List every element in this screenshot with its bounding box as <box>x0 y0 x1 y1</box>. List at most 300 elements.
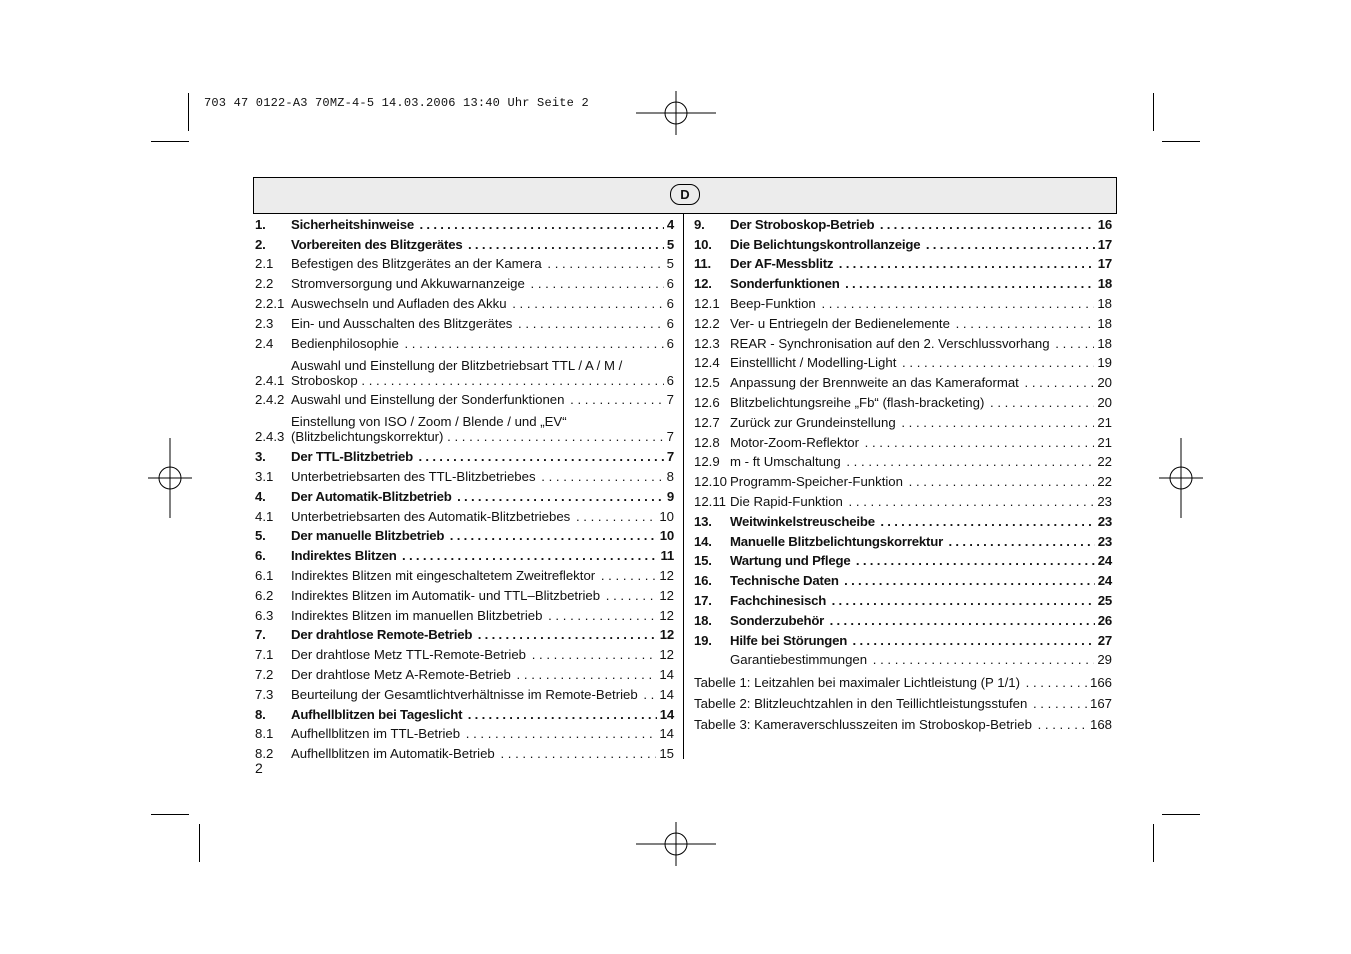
toc-entry-number: 12.6 <box>694 394 720 410</box>
toc-entry <box>694 474 1112 490</box>
toc-row <box>694 371 1112 391</box>
toc-entry-number: 9. <box>694 216 705 232</box>
toc-entry-number: 12.11 <box>694 493 727 509</box>
toc-entry <box>694 696 1112 712</box>
toc-entry <box>255 627 674 643</box>
toc-entry-title: Aufhellblitzen im TTL-Betrieb <box>291 726 461 742</box>
toc-entry-title: Blitzbelichtungsreihe „Fb“ (flash-bracketing) <box>730 394 985 410</box>
toc-entry <box>255 256 674 272</box>
toc-entry <box>694 454 1112 470</box>
toc-entry-title: Indirektes Blitzen im Automatik- und TTL–Blitzbetrieb <box>291 587 601 603</box>
toc-entry <box>255 469 674 485</box>
toc-entry-title-wrap <box>291 316 664 332</box>
toc-entry-number: 12. <box>694 276 712 292</box>
toc-entry-title-wrap <box>730 276 1095 292</box>
toc-row <box>255 525 674 545</box>
toc-entry-title-wrap <box>291 414 664 445</box>
toc-entry-title-wrap <box>730 237 1095 253</box>
toc-row <box>255 624 674 644</box>
toc-entry-number: 7. <box>255 627 266 643</box>
toc-entry <box>694 652 1112 668</box>
toc-entry-number: 2. <box>255 236 266 252</box>
toc-left-column <box>255 213 674 762</box>
toc-entry-title: REAR - Synchronisation auf den 2. Verschlussvorhang <box>730 335 1050 351</box>
toc-entry-number: 12.10 <box>694 474 728 490</box>
toc-entry-title: Motor-Zoom-Reflektor <box>730 434 859 450</box>
toc-entry-page: 26 <box>1097 612 1112 628</box>
toc-entry-title-wrap <box>291 256 664 272</box>
toc-entry <box>255 296 674 312</box>
toc-entry-title-wrap <box>730 494 1094 510</box>
toc-entry-page: 17 <box>1097 236 1112 252</box>
toc-entry-title: Weitwinkelstreuscheibe <box>730 513 875 529</box>
toc-entry-title-wrap <box>730 573 1095 589</box>
toc-row <box>255 445 674 465</box>
toc-entry-title: Tabelle 2: Blitzleuchtzahlen in den Teillichtleistungsstufen <box>694 696 1028 712</box>
toc-row <box>255 389 674 409</box>
toc-entry-number: 12.4 <box>694 355 720 371</box>
toc-entry <box>255 548 674 564</box>
toc-entry-title-wrap <box>730 435 1094 451</box>
toc-entry-title-wrap <box>730 336 1094 352</box>
toc-row <box>255 213 674 233</box>
toc-row <box>694 352 1112 372</box>
toc-entry-title-wrap <box>291 528 657 544</box>
toc-entry-title-wrap <box>730 534 1095 550</box>
toc-entry-page: 20 <box>1097 394 1112 410</box>
toc-entry-number: 12.5 <box>694 375 720 391</box>
toc-entry-title-wrap <box>730 355 1094 371</box>
toc-row <box>255 643 674 663</box>
toc-entry-number: 2.3 <box>255 315 274 331</box>
toc-entry <box>255 588 674 604</box>
toc-entry-title-line1: Einstellung von ISO / Zoom / Blende / und „EV“ <box>291 414 567 430</box>
toc-entry-title-wrap <box>291 568 656 584</box>
toc-entry-title-wrap <box>291 667 656 683</box>
toc-entry-number: 8.2 <box>255 746 274 762</box>
toc-entry-title-wrap <box>291 687 656 703</box>
toc-entry <box>694 534 1112 550</box>
toc-entry-title: Manuelle Blitzbelichtungskorrektur <box>730 533 944 549</box>
toc-entry-number: 12.9 <box>694 454 720 470</box>
toc-entry-page: 167 <box>1089 696 1112 712</box>
toc-entry-number: 2.1 <box>255 256 274 272</box>
toc-entry-page: 6 <box>666 335 674 351</box>
toc-entry-page: 16 <box>1097 216 1112 232</box>
toc-entry <box>694 593 1112 609</box>
toc-entry-title-wrap <box>291 237 664 253</box>
toc-row <box>255 723 674 743</box>
printer-slug-line: 703 47 0122-A3 70MZ-4-5 14.03.2006 13:40 Uhr Seite 2 <box>204 96 589 110</box>
toc-entry-number: 2.4 <box>255 335 274 351</box>
toc-entry <box>255 358 674 389</box>
toc-entry-number: 7.2 <box>255 666 274 682</box>
toc-entry <box>255 746 674 762</box>
toc-entry-number: 8.1 <box>255 726 274 742</box>
toc-row <box>694 712 1112 733</box>
toc-entry-page: 14 <box>659 726 674 742</box>
toc-entry-number: 12.3 <box>694 335 720 351</box>
toc-entry-title-wrap <box>694 717 1087 733</box>
toc-entry-page: 12 <box>659 627 674 643</box>
toc-entry-title: Ver- u Entriegeln der Bedienelemente <box>730 315 950 331</box>
toc-entry-title-wrap <box>730 593 1095 609</box>
toc-row <box>255 332 674 352</box>
crop-mark <box>1162 814 1200 815</box>
toc-entry-number: 3.1 <box>255 468 274 484</box>
toc-entry <box>255 392 674 408</box>
toc-entry-title: Tabelle 3: Kameraverschlusszeiten im Stroboskop-Betrieb <box>694 717 1032 733</box>
toc-entry-title-wrap <box>291 336 664 352</box>
toc-entry-page: 18 <box>1097 276 1112 292</box>
toc-entry-title: Einstelllicht / Modelling-Light <box>730 355 897 371</box>
toc-entry-title-wrap <box>730 395 1094 411</box>
page-number: 2 <box>255 760 263 776</box>
toc-entry <box>255 647 674 663</box>
toc-entry-title-wrap <box>730 256 1095 272</box>
toc-row <box>694 530 1112 550</box>
toc-entry <box>255 528 674 544</box>
toc-entry-number: 8. <box>255 706 266 722</box>
toc-entry-title: Die Belichtungskontrollanzeige <box>730 236 921 252</box>
toc-entry-title: Der Automatik-Blitzbetrieb <box>291 488 452 504</box>
toc-entry-number: 14. <box>694 533 712 549</box>
registration-mark-left-icon <box>130 438 210 518</box>
toc-row <box>694 213 1112 233</box>
toc-entry-number: 3. <box>255 449 266 465</box>
toc-entry <box>694 415 1112 431</box>
crop-mark <box>151 141 189 142</box>
toc-entry-title: Die Rapid-Funktion <box>730 493 843 509</box>
toc-row <box>694 569 1112 589</box>
toc-entry <box>694 633 1112 649</box>
toc-entry-title: Der Stroboskop-Betrieb <box>730 216 875 232</box>
toc-entry-number: 12.2 <box>694 315 720 331</box>
toc-row <box>694 451 1112 471</box>
toc-entry-title-wrap <box>730 454 1094 470</box>
toc-row <box>255 312 674 332</box>
toc-entry-page: 25 <box>1097 592 1112 608</box>
toc-entry-number: 17. <box>694 592 712 608</box>
toc-entry-page: 14 <box>659 686 674 702</box>
toc-row <box>694 312 1112 332</box>
toc-entry-title-wrap <box>291 548 657 564</box>
toc-row <box>255 564 674 584</box>
toc-entry-title: Stromversorgung und Akkuwarnanzeige <box>291 276 525 292</box>
toc-entry-number: 1. <box>255 216 266 232</box>
toc-row <box>694 510 1112 530</box>
toc-row <box>694 292 1112 312</box>
toc-entry-page: 7 <box>666 449 674 465</box>
toc-entry-number: 18. <box>694 612 712 628</box>
toc-entry-title-wrap <box>730 514 1095 530</box>
toc-entry-page: 10 <box>659 528 674 544</box>
toc-entry-title-wrap <box>730 375 1094 391</box>
toc-row <box>694 233 1112 253</box>
toc-entry-number: 12.1 <box>694 295 720 311</box>
toc-entry-number: 13. <box>694 513 712 529</box>
toc-entry-title: Aufhellblitzen bei Tageslicht <box>291 706 463 722</box>
toc-entry-title: Der drahtlose Remote-Betrieb <box>291 627 473 643</box>
toc-entry-page: 23 <box>1097 493 1112 509</box>
crop-mark <box>1153 93 1154 131</box>
toc-entry-title: Unterbetriebsarten des TTL-Blitzbetriebes <box>291 468 536 484</box>
toc-entry <box>255 726 674 742</box>
toc-entry-page: 10 <box>659 508 674 524</box>
toc-row <box>255 465 674 485</box>
toc-entry <box>255 509 674 525</box>
registration-mark-top-icon <box>636 73 716 153</box>
toc-entry-title-wrap <box>291 627 657 643</box>
toc-row <box>255 505 674 525</box>
toc-row <box>255 292 674 312</box>
toc-entry-page: 14 <box>659 666 674 682</box>
toc-entry <box>694 553 1112 569</box>
toc-entry <box>694 717 1112 733</box>
toc-entry-page: 166 <box>1089 675 1112 691</box>
toc-entry-title-wrap <box>730 217 1095 233</box>
toc-entry <box>255 217 674 233</box>
toc-entry-title-wrap <box>291 647 656 663</box>
toc-entry-title-wrap <box>730 633 1095 649</box>
toc-row <box>694 550 1112 570</box>
toc-entry-page: 5 <box>666 236 674 252</box>
toc-entry-title: Wartung und Pflege <box>730 553 851 569</box>
toc-entry-number: 2.4.1 <box>255 372 285 388</box>
toc-entry-page: 19 <box>1097 355 1112 371</box>
toc-row <box>694 431 1112 451</box>
toc-entry <box>694 435 1112 451</box>
toc-entry-page: 168 <box>1089 717 1112 733</box>
toc-entry <box>255 316 674 332</box>
toc-entry-title: Stroboskop . . . <box>291 373 664 389</box>
toc-row <box>255 703 674 723</box>
toc-row <box>255 408 674 445</box>
toc-entry-page: 27 <box>1097 632 1112 648</box>
toc-entry-page: 4 <box>666 216 674 232</box>
toc-entry-page: 24 <box>1097 553 1112 569</box>
toc-row <box>694 649 1112 669</box>
toc-entry-number: 16. <box>694 573 712 589</box>
toc-entry-title: Vorbereiten des Blitzgerätes <box>291 236 463 252</box>
toc-entry <box>255 237 674 253</box>
toc-row <box>255 584 674 604</box>
toc-entry-title: Programm-Speicher-Funktion <box>730 474 903 490</box>
toc-entry <box>255 687 674 703</box>
toc-entry-number: 2.2.1 <box>255 295 285 311</box>
toc-row <box>255 663 674 683</box>
toc-entry-title-wrap <box>694 696 1087 712</box>
toc-entry-page: 18 <box>1097 335 1112 351</box>
toc-entry-page: 6 <box>666 276 674 292</box>
toc-entry-number: 4. <box>255 488 266 504</box>
toc-row <box>255 272 674 292</box>
toc-entry-title: Auswechseln und Aufladen des Akku <box>291 295 507 311</box>
toc-entry-title-line1: Auswahl und Einstellung der Blitzbetriebsart TTL / A / M / <box>291 357 623 373</box>
toc-entry-title: Auswahl und Einstellung der Sonderfunktionen <box>291 392 565 408</box>
toc-entry-page: 5 <box>666 256 674 272</box>
toc-entry-title: Garantiebestimmungen <box>730 652 868 668</box>
toc-entry-title: Der drahtlose Metz TTL-Remote-Betrieb <box>291 647 527 663</box>
toc-entry-number: 5. <box>255 528 266 544</box>
toc-entry-title: Der drahtlose Metz A-Remote-Betrieb <box>291 666 511 682</box>
toc-entry-title: Sonderzubehör <box>730 612 825 628</box>
toc-entry-page: 8 <box>666 468 674 484</box>
toc-entry-title-wrap <box>730 553 1095 569</box>
column-divider <box>683 213 684 759</box>
toc-entry-page: 18 <box>1097 295 1112 311</box>
toc-entry-two-line <box>291 358 664 389</box>
toc-entry-number: 10. <box>694 236 712 252</box>
toc-entry-page: 7 <box>666 429 674 445</box>
toc-entry-page: 20 <box>1097 375 1112 391</box>
toc-entry <box>694 316 1112 332</box>
toc-entry-page: 11 <box>660 548 674 564</box>
toc-entry-title-wrap <box>291 608 656 624</box>
toc-entry <box>694 296 1112 312</box>
toc-entry-page: 24 <box>1097 573 1112 589</box>
toc-entry-title: Beep-Funktion <box>730 295 816 311</box>
toc-entry-title: Anpassung der Brennweite an das Kameraformat <box>730 375 1019 391</box>
toc-entry-number: 2.4.3 <box>255 429 285 445</box>
toc-entry-title: Zurück zur Grundeinstellung <box>730 414 896 430</box>
toc-entry-title: m - ft Umschaltung <box>730 454 841 470</box>
toc-entry-title: Sicherheitshinweise <box>291 216 414 232</box>
toc-entry-page: 22 <box>1097 474 1112 490</box>
toc-entry-title: Tabelle 1: Leitzahlen bei maximaler Lichtleistung (P 1/1) <box>694 675 1020 691</box>
toc-entry-title-wrap <box>291 746 656 762</box>
toc-entry-page: 6 <box>666 372 674 388</box>
toc-entry-title: Fachchinesisch <box>730 592 827 608</box>
toc-entry-title: Beurteilung der Gesamtlichtverhältnisse im Remote-Betrieb <box>291 686 638 702</box>
toc-entry-title-wrap <box>291 588 656 604</box>
toc-entry-number: 6.2 <box>255 587 274 603</box>
toc-entry-two-line <box>291 414 664 445</box>
toc-entry-title: Hilfe bei Störungen <box>730 632 848 648</box>
toc-entry <box>694 256 1112 272</box>
toc-entry <box>694 336 1112 352</box>
toc-row <box>255 352 674 389</box>
toc-entry <box>255 667 674 683</box>
toc-entry-page: 12 <box>659 647 674 663</box>
toc-entry-page: 22 <box>1097 454 1112 470</box>
toc-entry-title: Technische Daten <box>730 573 839 589</box>
toc-entry-title-wrap <box>291 358 664 389</box>
toc-entry-title: Indirektes Blitzen im manuellen Blitzbetrieb <box>291 607 543 623</box>
toc-entry <box>694 494 1112 510</box>
toc-entry-number: 6. <box>255 548 266 564</box>
toc-entry <box>255 449 674 465</box>
toc-entry-title: Der manuelle Blitzbetrieb <box>291 528 445 544</box>
toc-entry-title: (Blitzbelichtungskorrektur) . . . <box>291 429 664 445</box>
toc-entry-title-wrap <box>291 509 656 525</box>
toc-entry-title: Ein- und Ausschalten des Blitzgerätes <box>291 315 513 331</box>
toc-entry-title-wrap <box>291 392 664 408</box>
toc-entry-page: 18 <box>1097 315 1112 331</box>
toc-entry <box>255 608 674 624</box>
crop-mark <box>151 814 189 815</box>
toc-entry <box>255 336 674 352</box>
toc-entry-title-wrap <box>291 217 664 233</box>
toc-entry-page: 9 <box>666 488 674 504</box>
toc-row <box>255 253 674 273</box>
toc-entry-number: 4.1 <box>255 508 274 524</box>
toc-entry-page: 6 <box>666 295 674 311</box>
toc-entry-title-wrap <box>730 652 1094 668</box>
crop-mark <box>188 93 189 131</box>
toc-entry-number: 19. <box>694 632 712 648</box>
toc-entry-number: 11. <box>694 256 712 272</box>
toc-entry <box>694 237 1112 253</box>
toc-row <box>255 485 674 505</box>
toc-entry-title-wrap <box>730 613 1095 629</box>
toc-entry-page: 12 <box>659 567 674 583</box>
toc-row <box>255 604 674 624</box>
toc-row <box>255 544 674 564</box>
toc-entry-page: 12 <box>659 587 674 603</box>
toc-entry <box>694 675 1112 691</box>
toc-entry-title-wrap <box>291 469 664 485</box>
toc-entry-number: 15. <box>694 553 712 569</box>
toc-entry <box>694 217 1112 233</box>
toc-entry-title: Der AF-Messblitz <box>730 256 834 272</box>
toc-entry <box>694 375 1112 391</box>
toc-entry-page: 23 <box>1097 513 1112 529</box>
toc-entry-title: Indirektes Blitzen <box>291 548 397 564</box>
toc-entry-page: 14 <box>659 706 674 722</box>
toc-row <box>694 391 1112 411</box>
toc-entry-title-wrap <box>291 726 656 742</box>
toc-row <box>694 470 1112 490</box>
toc-row <box>694 272 1112 292</box>
toc-row <box>694 411 1112 431</box>
toc-entry-number: 7.3 <box>255 686 274 702</box>
toc-entry-title-wrap <box>291 707 657 723</box>
toc-row <box>694 589 1112 609</box>
toc-entry-page: 23 <box>1097 533 1112 549</box>
toc-entry <box>694 573 1112 589</box>
toc-entry-page: 17 <box>1097 256 1112 272</box>
toc-row <box>694 490 1112 510</box>
toc-entry-number: 7.1 <box>255 647 274 663</box>
toc-entry <box>255 276 674 292</box>
toc-entry-title-wrap <box>730 415 1094 431</box>
toc-entry-number: 6.1 <box>255 567 274 583</box>
toc-entry-title-wrap <box>694 675 1087 691</box>
toc-entry-page: 12 <box>659 607 674 623</box>
toc-entry-page: 29 <box>1097 652 1112 668</box>
toc-entry-title-wrap <box>730 316 1094 332</box>
toc-entry-page: 21 <box>1097 414 1112 430</box>
toc-entry-page: 15 <box>659 746 674 762</box>
toc-entry-number: 12.7 <box>694 414 720 430</box>
toc-row <box>694 253 1112 273</box>
toc-entry-title: Der TTL-Blitzbetrieb <box>291 449 414 465</box>
registration-mark-bottom-icon <box>636 804 716 884</box>
language-badge: D <box>670 184 700 205</box>
toc-entry <box>255 414 674 445</box>
toc-row <box>255 233 674 253</box>
toc-entry-title: Unterbetriebsarten des Automatik-Blitzbetriebes <box>291 508 571 524</box>
toc-entry <box>694 276 1112 292</box>
toc-right-column <box>694 213 1112 733</box>
crop-mark <box>1153 824 1154 862</box>
toc-row <box>694 691 1112 712</box>
toc-entry-title: Sonderfunktionen <box>730 276 840 292</box>
toc-entry-title-wrap <box>730 296 1094 312</box>
toc-row <box>694 609 1112 629</box>
toc-entry-title-wrap <box>291 489 664 505</box>
